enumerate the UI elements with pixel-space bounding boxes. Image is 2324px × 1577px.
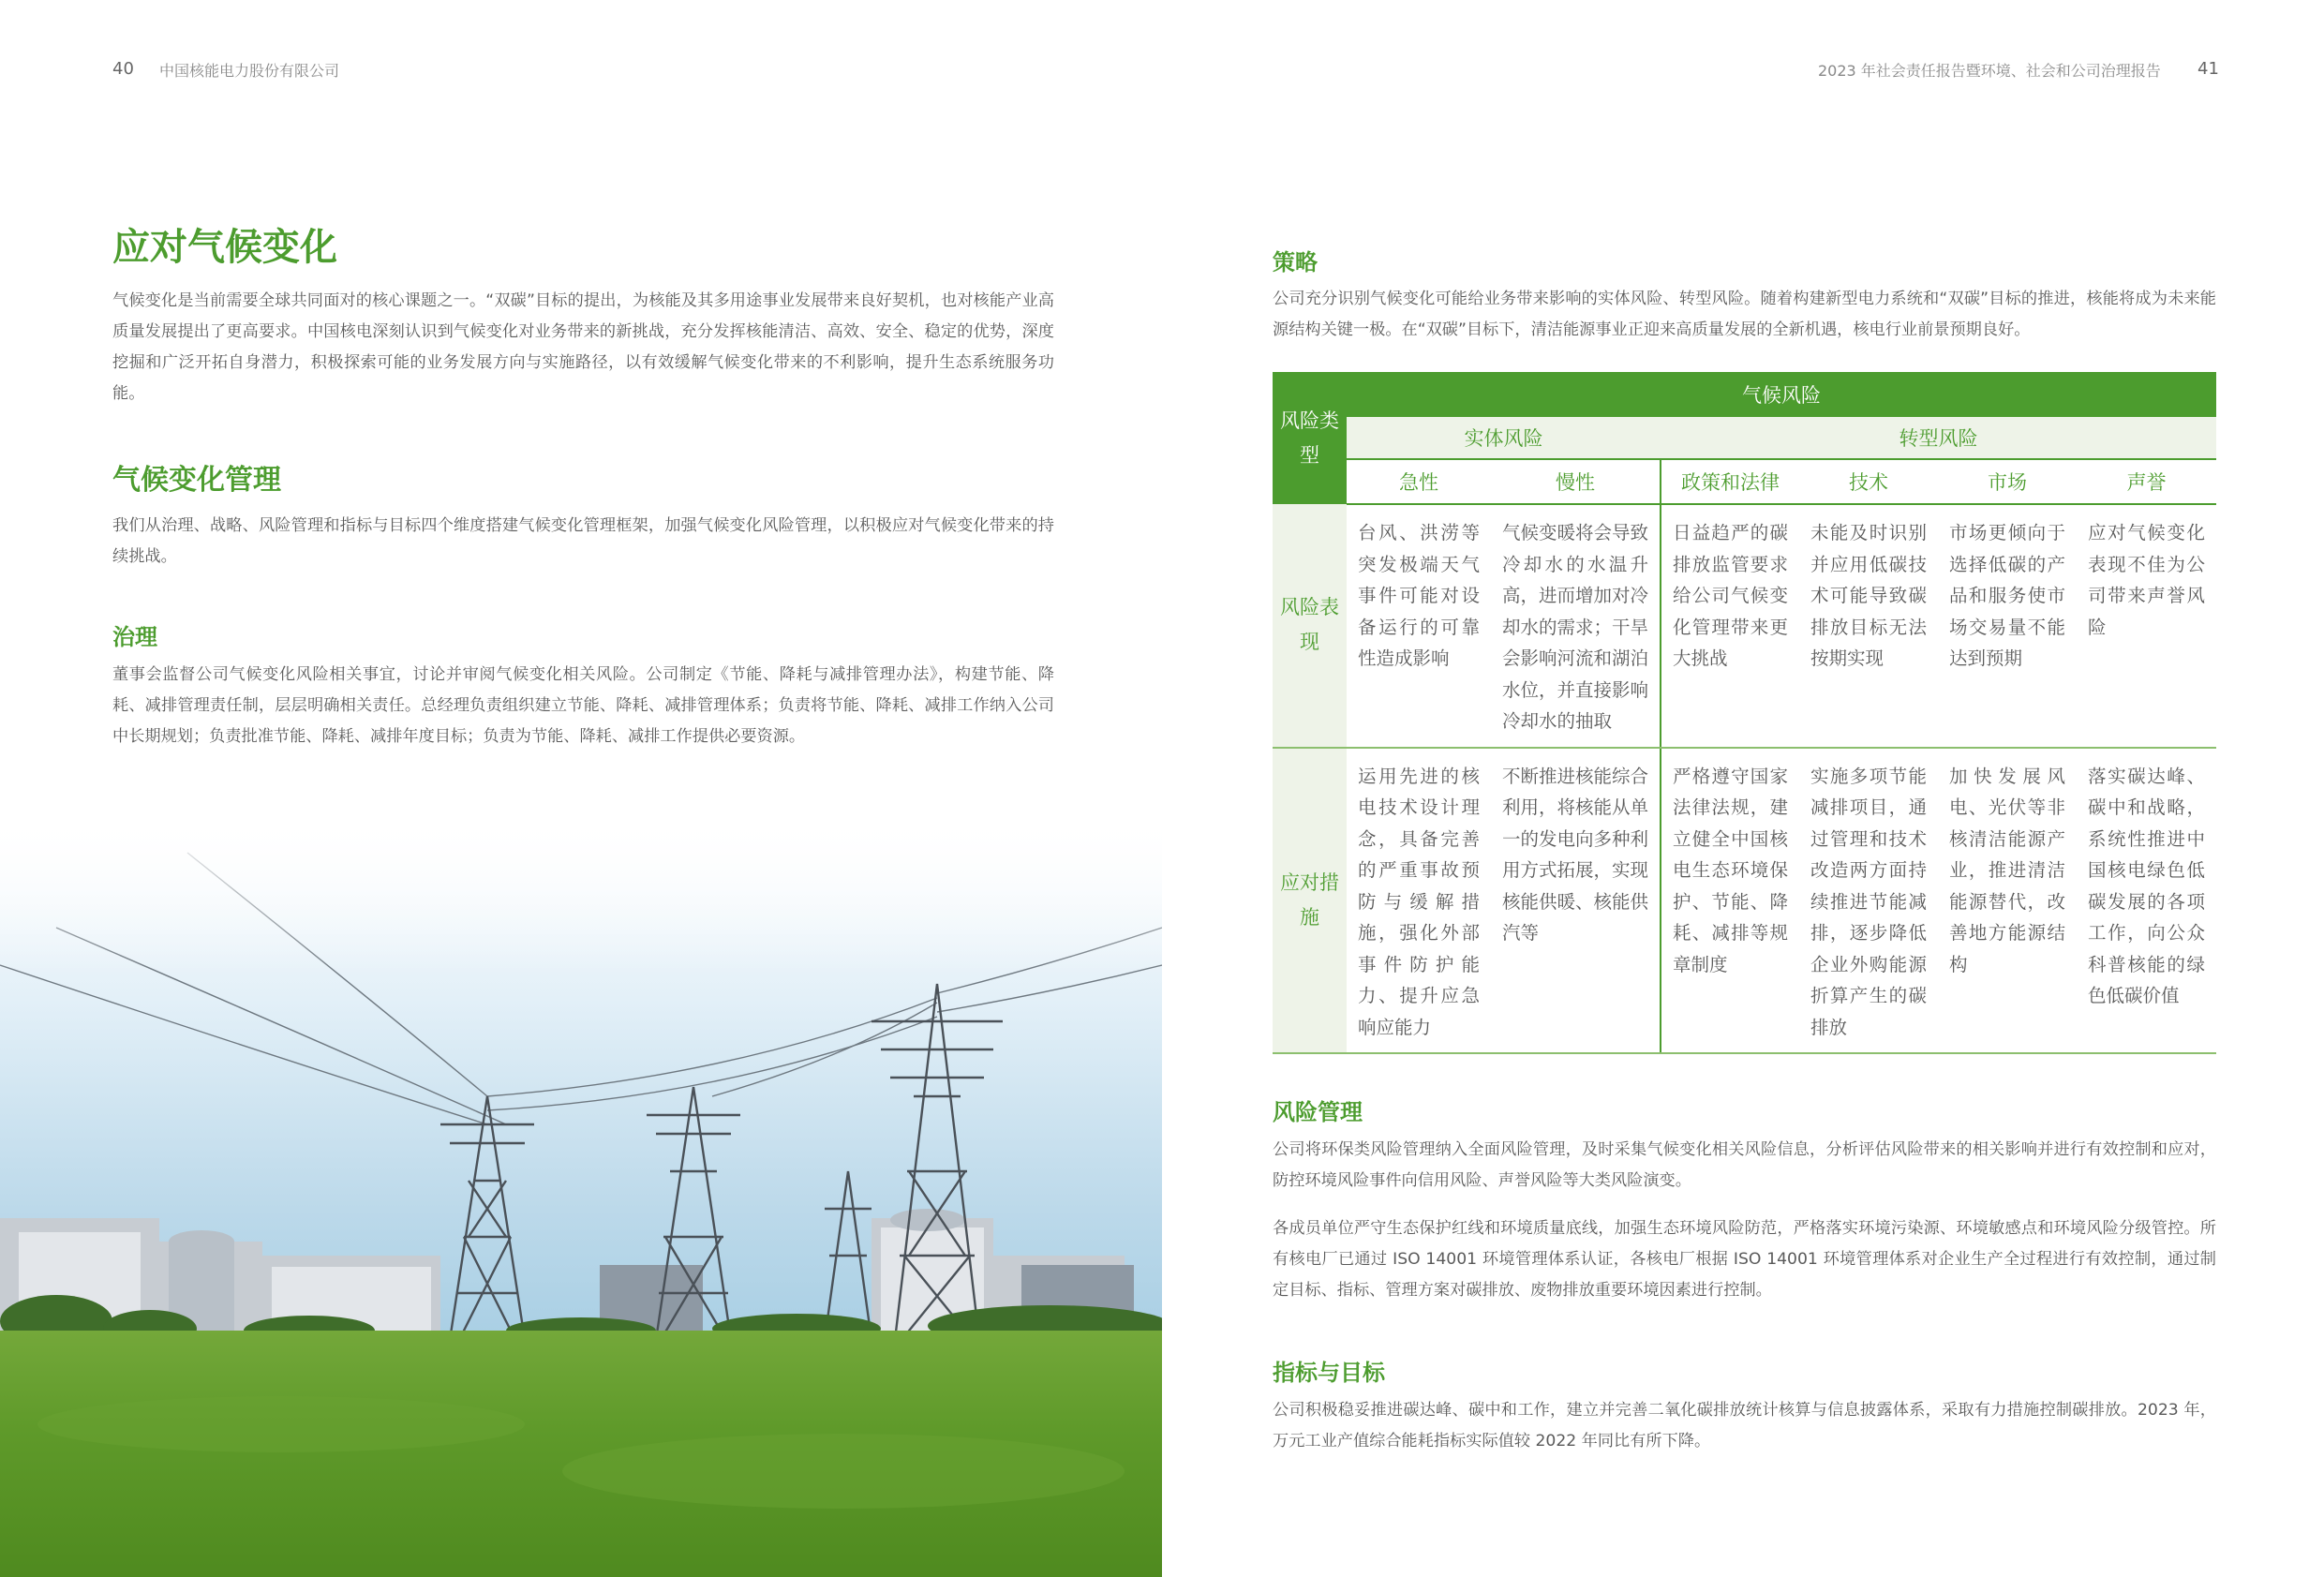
risk-mgmt-paragraph-2: 各成员单位严守生态保护红线和环境质量底线，加强生态环境风险防范，严格落实环境污染源、环境敏感点和环境风险分级管控。所有核电厂已通过 ISO 14001 环境管理体系认证，各核电厂根据 ISO 14001 环境管理体系对企业生产全过程进行有效控制，通过制定目标、指标、管理方案对碳排放、废物排放重要环境因素进行控制。 <box>1273 1219 2216 1300</box>
col-reputation: 声誉 <box>2077 459 2216 504</box>
row-risk-performance-label: 风险表现 <box>1273 504 1347 748</box>
risk-policy-cell: 日益趋严的碳排放监管要求给公司气候变化管理带来更大挑战 <box>1661 504 1799 748</box>
right-header-title: 2023 年社会责任报告暨环境、社会和公司治理报告 <box>1818 62 2161 80</box>
risk-reputation-cell: 应对气候变化表现不佳为公司带来声誉风险 <box>2077 504 2216 748</box>
risk-acute-cell: 台风、洪涝等突发极端天气事件可能对设备运行的可靠性造成影响 <box>1347 504 1491 748</box>
response-reputation-cell: 落实碳达峰、碳中和战略，系统性推进中国核电绿色低碳发展的各项工作，向公众科普核能的绿色低碳价值 <box>2077 748 2216 1054</box>
risk-chronic-cell: 气候变暖将会导致冷却水的水温升高，进而增加对冷却水的需求；干旱会影响河流和湖泊水位，并直接影响冷却水的抽取 <box>1491 504 1661 748</box>
mgmt-paragraph: 我们从治理、战略、风险管理和指标与目标四个维度搭建气候变化管理框架，加强气候变化风险管理，以积极应对气候变化带来的持续挑战。 <box>112 516 1054 566</box>
strategy-heading: 策略 <box>1273 249 1318 275</box>
col-chronic: 慢性 <box>1491 459 1661 504</box>
left-page-number: 40 <box>112 59 134 79</box>
response-chronic-cell: 不断推进核能综合利用，将核能从单一的发电向多种利用方式拓展，实现核能供暖、核能供汽等 <box>1491 748 1661 1054</box>
response-technology-cell: 实施多项节能减排项目，通过管理和技术改造两方面持续推进节能减排，逐步降低企业外购能源折算产生的碳排放 <box>1799 748 1938 1054</box>
strategy-paragraph: 公司充分识别气候变化可能给业务带来影响的实体风险、转型风险。随着构建新型电力系统和“双碳”目标的推进，核能将成为未来能源结构关键一极。在“双碳”目标下，清洁能源事业正迎来高质量发展的全新机遇，核电行业前景预期良好。 <box>1273 290 2216 339</box>
response-acute-cell: 运用先进的核电技术设计理念，具备完善的严重事故预防与缓解措施，强化外部事件防护能力、提升应急响应能力 <box>1347 748 1491 1054</box>
col-policy-law: 政策和法律 <box>1661 459 1799 504</box>
mgmt-heading: 气候变化管理 <box>112 464 281 497</box>
climate-risk-table <box>1273 372 2216 1054</box>
physical-risk-header: 实体风险 <box>1347 417 1661 459</box>
metrics-heading: 指标与目标 <box>1273 1360 1385 1386</box>
risk-mgmt-paragraph-1: 公司将环保类风险管理纳入全面风险管理，及时采集气候变化相关风险信息，分析评估风险带来的相关影响并进行有效控制和应对，防控环境风险事件向信用风险、声誉风险等大类风险演变。 <box>1273 1140 2216 1190</box>
intro-paragraph: 气候变化是当前需要全球共同面对的核心课题之一。“双碳”目标的提出，为核能及其多用途事业发展带来良好契机，也对核能产业高质量发展提出了更高要求。中国核电深刻认识到气候变化对业务带来的新挑战，充分发挥核能清洁、高效、安全、稳定的优势，深度挖掘和广泛开拓自身潜力，积极探索可能的业务发展方向与实施路径，以有效缓解气候变化带来的不利影响，提升生态系统服务功能。 <box>112 291 1054 403</box>
row-response-label: 应对措施 <box>1273 748 1347 1054</box>
metrics-paragraph: 公司积极稳妥推进碳达峰、碳中和工作，建立并完善二氧化碳排放统计核算与信息披露体系，采取有力措施控制碳排放。2023 年，万元工业产值综合能耗指标实际值较 2022 年同比有所下降。 <box>1273 1401 2216 1451</box>
col-technology: 技术 <box>1799 459 1938 504</box>
risk-mgmt-heading: 风险管理 <box>1273 1099 1363 1125</box>
response-policy-cell: 严格遵守国家法律法规，建立健全中国核电生态环境保护、节能、降耗、减排等规章制度 <box>1661 748 1799 1054</box>
page-title: 应对气候变化 <box>112 226 337 269</box>
left-header-title: 中国核能电力股份有限公司 <box>159 62 340 80</box>
risk-technology-cell: 未能及时识别并应用低碳技术可能导致碳排放目标无法按期实现 <box>1799 504 1938 748</box>
response-market-cell: 加快发展风电、光伏等非核清洁能源产业，推进清洁能源替代，改善地方能源结构 <box>1938 748 2077 1054</box>
col-acute: 急性 <box>1347 459 1491 504</box>
governance-paragraph: 董事会监督公司气候变化风险相关事宜，讨论并审阅气候变化相关风险。公司制定《节能、降耗与减排管理办法》，构建节能、降耗、减排管理责任制，层层明确相关责任。总经理负责组织建立节能、降耗、减排管理体系；负责将节能、降耗、减排工作纳入公司中长期规划；负责批准节能、降耗、减排年度目标；负责为节能、降耗、减排工作提供必要资源。 <box>112 665 1054 746</box>
power-plant-photo <box>0 815 1162 1577</box>
governance-heading: 治理 <box>112 624 157 650</box>
risk-type-header: 风险类型 <box>1273 372 1347 504</box>
transition-risk-header: 转型风险 <box>1661 417 2216 459</box>
risk-market-cell: 市场更倾向于选择低碳的产品和服务使市场交易量不能达到预期 <box>1938 504 2077 748</box>
right-page-number: 41 <box>2197 59 2219 79</box>
climate-risk-header: 气候风险 <box>1347 372 2216 417</box>
col-market: 市场 <box>1938 459 2077 504</box>
